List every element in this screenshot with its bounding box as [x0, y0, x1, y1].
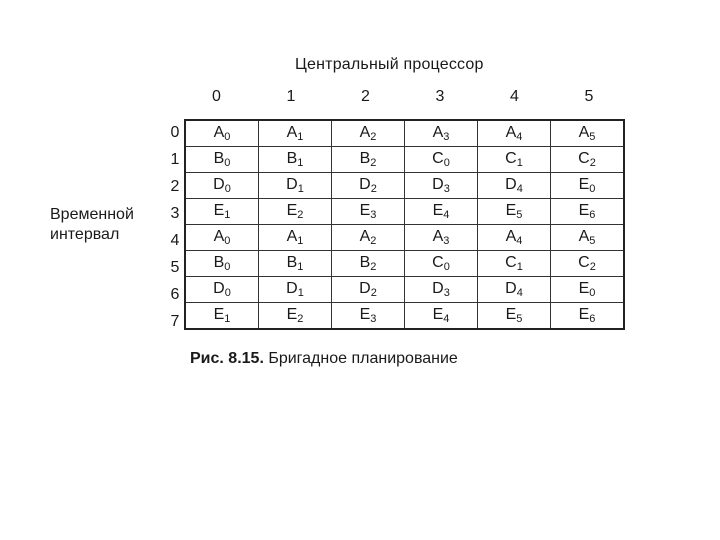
table-cell	[332, 225, 405, 251]
task-label	[432, 254, 450, 273]
task-label	[360, 202, 377, 221]
table-row	[185, 147, 624, 173]
time-row-header: 3	[170, 205, 180, 222]
time-axis-title	[50, 205, 134, 245]
time-row-header: 4	[170, 232, 180, 249]
task-letter: E	[505, 202, 517, 219]
table-cell	[405, 251, 478, 277]
task-label	[579, 280, 596, 299]
cpu-column-header: 0	[212, 88, 221, 105]
table-cell	[551, 199, 625, 225]
time-row-header: 2	[170, 178, 180, 195]
task-label	[286, 280, 304, 299]
task-letter: E	[505, 306, 517, 323]
time-row-header: 7	[170, 313, 180, 330]
table-cell	[259, 120, 332, 147]
task-index: 2	[370, 235, 377, 247]
task-label	[214, 124, 231, 143]
task-label	[579, 228, 596, 247]
table-cell	[185, 277, 259, 303]
table-cell	[259, 225, 332, 251]
task-letter: D	[359, 176, 371, 193]
cpu-column-header: 2	[361, 88, 370, 105]
task-label	[214, 202, 231, 221]
task-letter: E	[578, 202, 590, 219]
task-label	[579, 306, 596, 325]
task-letter: D	[505, 280, 517, 297]
table-cell	[405, 147, 478, 173]
task-index: 4	[443, 313, 450, 325]
task-letter: D	[505, 176, 517, 193]
task-index: 3	[443, 183, 450, 195]
task-letter: A	[432, 228, 444, 245]
table-cell	[478, 147, 551, 173]
cpu-column-header: 4	[510, 88, 519, 105]
cpu-column-header: 5	[584, 88, 594, 105]
task-label	[360, 124, 377, 143]
task-label	[433, 202, 450, 221]
task-index: 0	[224, 287, 231, 299]
task-label	[360, 254, 377, 273]
task-label	[359, 280, 377, 299]
task-label	[432, 176, 450, 195]
task-index: 1	[297, 287, 304, 299]
task-label	[286, 176, 304, 195]
task-label	[432, 280, 450, 299]
table-cell	[478, 303, 551, 330]
task-index: 0	[589, 287, 596, 299]
task-index: 0	[224, 131, 231, 143]
table-cell	[332, 173, 405, 199]
task-index: 5	[589, 131, 596, 143]
task-label	[287, 202, 304, 221]
task-label	[506, 202, 523, 221]
table-cell	[551, 277, 625, 303]
table-cell	[405, 277, 478, 303]
table-cell	[332, 277, 405, 303]
time-row-headers	[165, 119, 185, 335]
task-letter: E	[578, 306, 590, 323]
task-index: 0	[224, 183, 231, 195]
task-index: 3	[370, 313, 377, 325]
task-index: 2	[297, 313, 304, 325]
table-cell	[185, 251, 259, 277]
schedule-table	[184, 119, 625, 330]
task-letter: C	[505, 150, 517, 167]
table-cell	[185, 199, 259, 225]
task-label	[360, 150, 377, 169]
table-cell	[551, 173, 625, 199]
task-index: 0	[589, 183, 596, 195]
task-letter: B	[213, 254, 225, 271]
table-row	[185, 199, 624, 225]
table-cell	[551, 303, 625, 330]
task-index: 5	[516, 313, 523, 325]
task-letter: E	[213, 306, 225, 323]
task-label	[433, 306, 450, 325]
task-label	[213, 176, 231, 195]
task-label	[433, 228, 450, 247]
task-index: 1	[297, 183, 304, 195]
task-index: 0	[224, 157, 231, 169]
task-label	[579, 176, 596, 195]
table-cell	[185, 225, 259, 251]
task-label	[214, 228, 231, 247]
task-index: 0	[443, 261, 450, 273]
task-letter: A	[286, 228, 298, 245]
task-letter: A	[578, 124, 590, 141]
table-cell	[259, 199, 332, 225]
task-letter: D	[359, 280, 371, 297]
table-row	[185, 120, 624, 147]
task-index: 2	[297, 209, 304, 221]
cpu-column-header: 3	[435, 88, 445, 105]
task-label	[213, 280, 231, 299]
task-index: 4	[443, 209, 450, 221]
task-label	[214, 306, 231, 325]
task-index: 2	[589, 261, 596, 273]
table-cell	[185, 303, 259, 330]
table-cell	[185, 120, 259, 147]
task-letter: E	[286, 306, 298, 323]
task-index: 0	[224, 261, 231, 273]
task-index: 6	[589, 313, 596, 325]
task-letter: D	[432, 176, 444, 193]
table-cell	[332, 120, 405, 147]
task-letter: D	[213, 280, 225, 297]
task-label	[579, 202, 596, 221]
task-letter: C	[578, 254, 590, 271]
task-letter: D	[213, 176, 225, 193]
task-index: 2	[370, 157, 377, 169]
task-letter: E	[213, 202, 225, 219]
table-cell	[259, 277, 332, 303]
table-cell	[332, 303, 405, 330]
task-index: 1	[516, 157, 523, 169]
task-letter: E	[432, 306, 444, 323]
table-row	[185, 251, 624, 277]
task-label	[287, 306, 304, 325]
task-letter: B	[213, 150, 225, 167]
time-row-header: 0	[170, 124, 180, 141]
task-index: 1	[297, 235, 304, 247]
task-index: 2	[370, 287, 377, 299]
table-row	[185, 225, 624, 251]
task-index: 4	[516, 235, 523, 247]
task-label	[506, 124, 523, 143]
task-index: 1	[297, 157, 304, 169]
task-letter: E	[578, 280, 590, 297]
table-cell	[551, 120, 625, 147]
task-label	[287, 228, 304, 247]
task-index: 5	[516, 209, 523, 221]
task-letter: E	[432, 202, 444, 219]
table-cell	[405, 199, 478, 225]
task-index: 4	[516, 183, 523, 195]
task-index: 2	[370, 261, 377, 273]
task-index: 0	[224, 235, 231, 247]
task-letter: B	[359, 254, 371, 271]
task-letter: A	[213, 228, 225, 245]
task-letter: A	[578, 228, 590, 245]
caption-label: Рис. 8.15.	[190, 350, 264, 367]
task-index: 1	[297, 261, 304, 273]
task-label	[505, 280, 523, 299]
figure-caption	[190, 350, 458, 368]
task-index: 1	[297, 131, 304, 143]
task-index: 4	[516, 287, 523, 299]
cpu-column-header: 1	[286, 88, 296, 105]
task-index: 1	[224, 313, 231, 325]
task-letter: C	[505, 254, 517, 271]
table-cell	[405, 225, 478, 251]
task-letter: A	[286, 124, 298, 141]
table-cell	[332, 147, 405, 173]
time-row-header: 5	[170, 259, 180, 276]
task-index: 0	[443, 157, 450, 169]
task-label	[506, 306, 523, 325]
task-index: 6	[589, 209, 596, 221]
task-label	[287, 124, 304, 143]
table-cell	[185, 147, 259, 173]
task-letter: C	[432, 254, 444, 271]
table-cell	[478, 199, 551, 225]
task-letter: E	[359, 202, 371, 219]
task-letter: A	[359, 228, 371, 245]
task-label	[579, 124, 596, 143]
table-cell	[478, 120, 551, 147]
table-cell	[551, 251, 625, 277]
table-cell	[259, 251, 332, 277]
task-label	[360, 228, 377, 247]
table-cell	[551, 225, 625, 251]
task-label	[578, 254, 596, 273]
time-axis-title-line1: Временной	[50, 206, 134, 223]
task-index: 3	[370, 209, 377, 221]
table-cell	[259, 147, 332, 173]
task-index: 3	[443, 131, 450, 143]
task-letter: A	[359, 124, 371, 141]
table-row	[185, 303, 624, 330]
task-index: 1	[516, 261, 523, 273]
table-cell	[332, 251, 405, 277]
table-cell	[478, 277, 551, 303]
task-label	[287, 150, 304, 169]
task-label	[505, 150, 523, 169]
task-index: 2	[370, 183, 377, 195]
task-letter: B	[359, 150, 371, 167]
table-cell	[551, 147, 625, 173]
table-cell	[405, 120, 478, 147]
cpu-axis-title: Центральный процессор	[295, 56, 484, 73]
task-index: 4	[516, 131, 523, 143]
table-row	[185, 277, 624, 303]
table-cell	[478, 251, 551, 277]
time-row-header: 1	[170, 151, 180, 168]
task-index: 3	[443, 287, 450, 299]
task-letter: D	[432, 280, 444, 297]
task-letter: C	[578, 150, 590, 167]
task-letter: B	[286, 150, 298, 167]
task-index: 1	[224, 209, 231, 221]
time-row-header: 6	[170, 286, 180, 303]
task-label	[360, 306, 377, 325]
task-label	[359, 176, 377, 195]
task-label	[214, 254, 231, 273]
table-cell	[332, 199, 405, 225]
task-index: 3	[443, 235, 450, 247]
task-letter: A	[505, 228, 517, 245]
task-index: 2	[589, 157, 596, 169]
task-label	[505, 254, 523, 273]
task-label	[432, 150, 450, 169]
task-letter: E	[578, 176, 590, 193]
table-row	[185, 173, 624, 199]
task-label	[433, 124, 450, 143]
task-label	[578, 150, 596, 169]
task-letter: A	[505, 124, 517, 141]
task-label	[506, 228, 523, 247]
task-letter: B	[286, 254, 298, 271]
table-cell	[405, 303, 478, 330]
task-letter: A	[213, 124, 225, 141]
caption-text: Бригадное планирование	[263, 350, 458, 367]
task-label	[214, 150, 231, 169]
task-letter: E	[359, 306, 371, 323]
task-label	[505, 176, 523, 195]
task-index: 2	[370, 131, 377, 143]
task-letter: E	[286, 202, 298, 219]
table-cell	[478, 225, 551, 251]
task-index: 5	[589, 235, 596, 247]
table-cell	[405, 173, 478, 199]
task-label	[287, 254, 304, 273]
table-cell	[478, 173, 551, 199]
task-letter: D	[286, 176, 298, 193]
table-cell	[185, 173, 259, 199]
task-letter: D	[286, 280, 298, 297]
cpu-column-headers	[212, 88, 659, 106]
table-cell	[259, 303, 332, 330]
time-axis-title-line2: интервал	[50, 226, 120, 243]
task-letter: A	[432, 124, 444, 141]
task-letter: C	[432, 150, 444, 167]
table-cell	[259, 173, 332, 199]
